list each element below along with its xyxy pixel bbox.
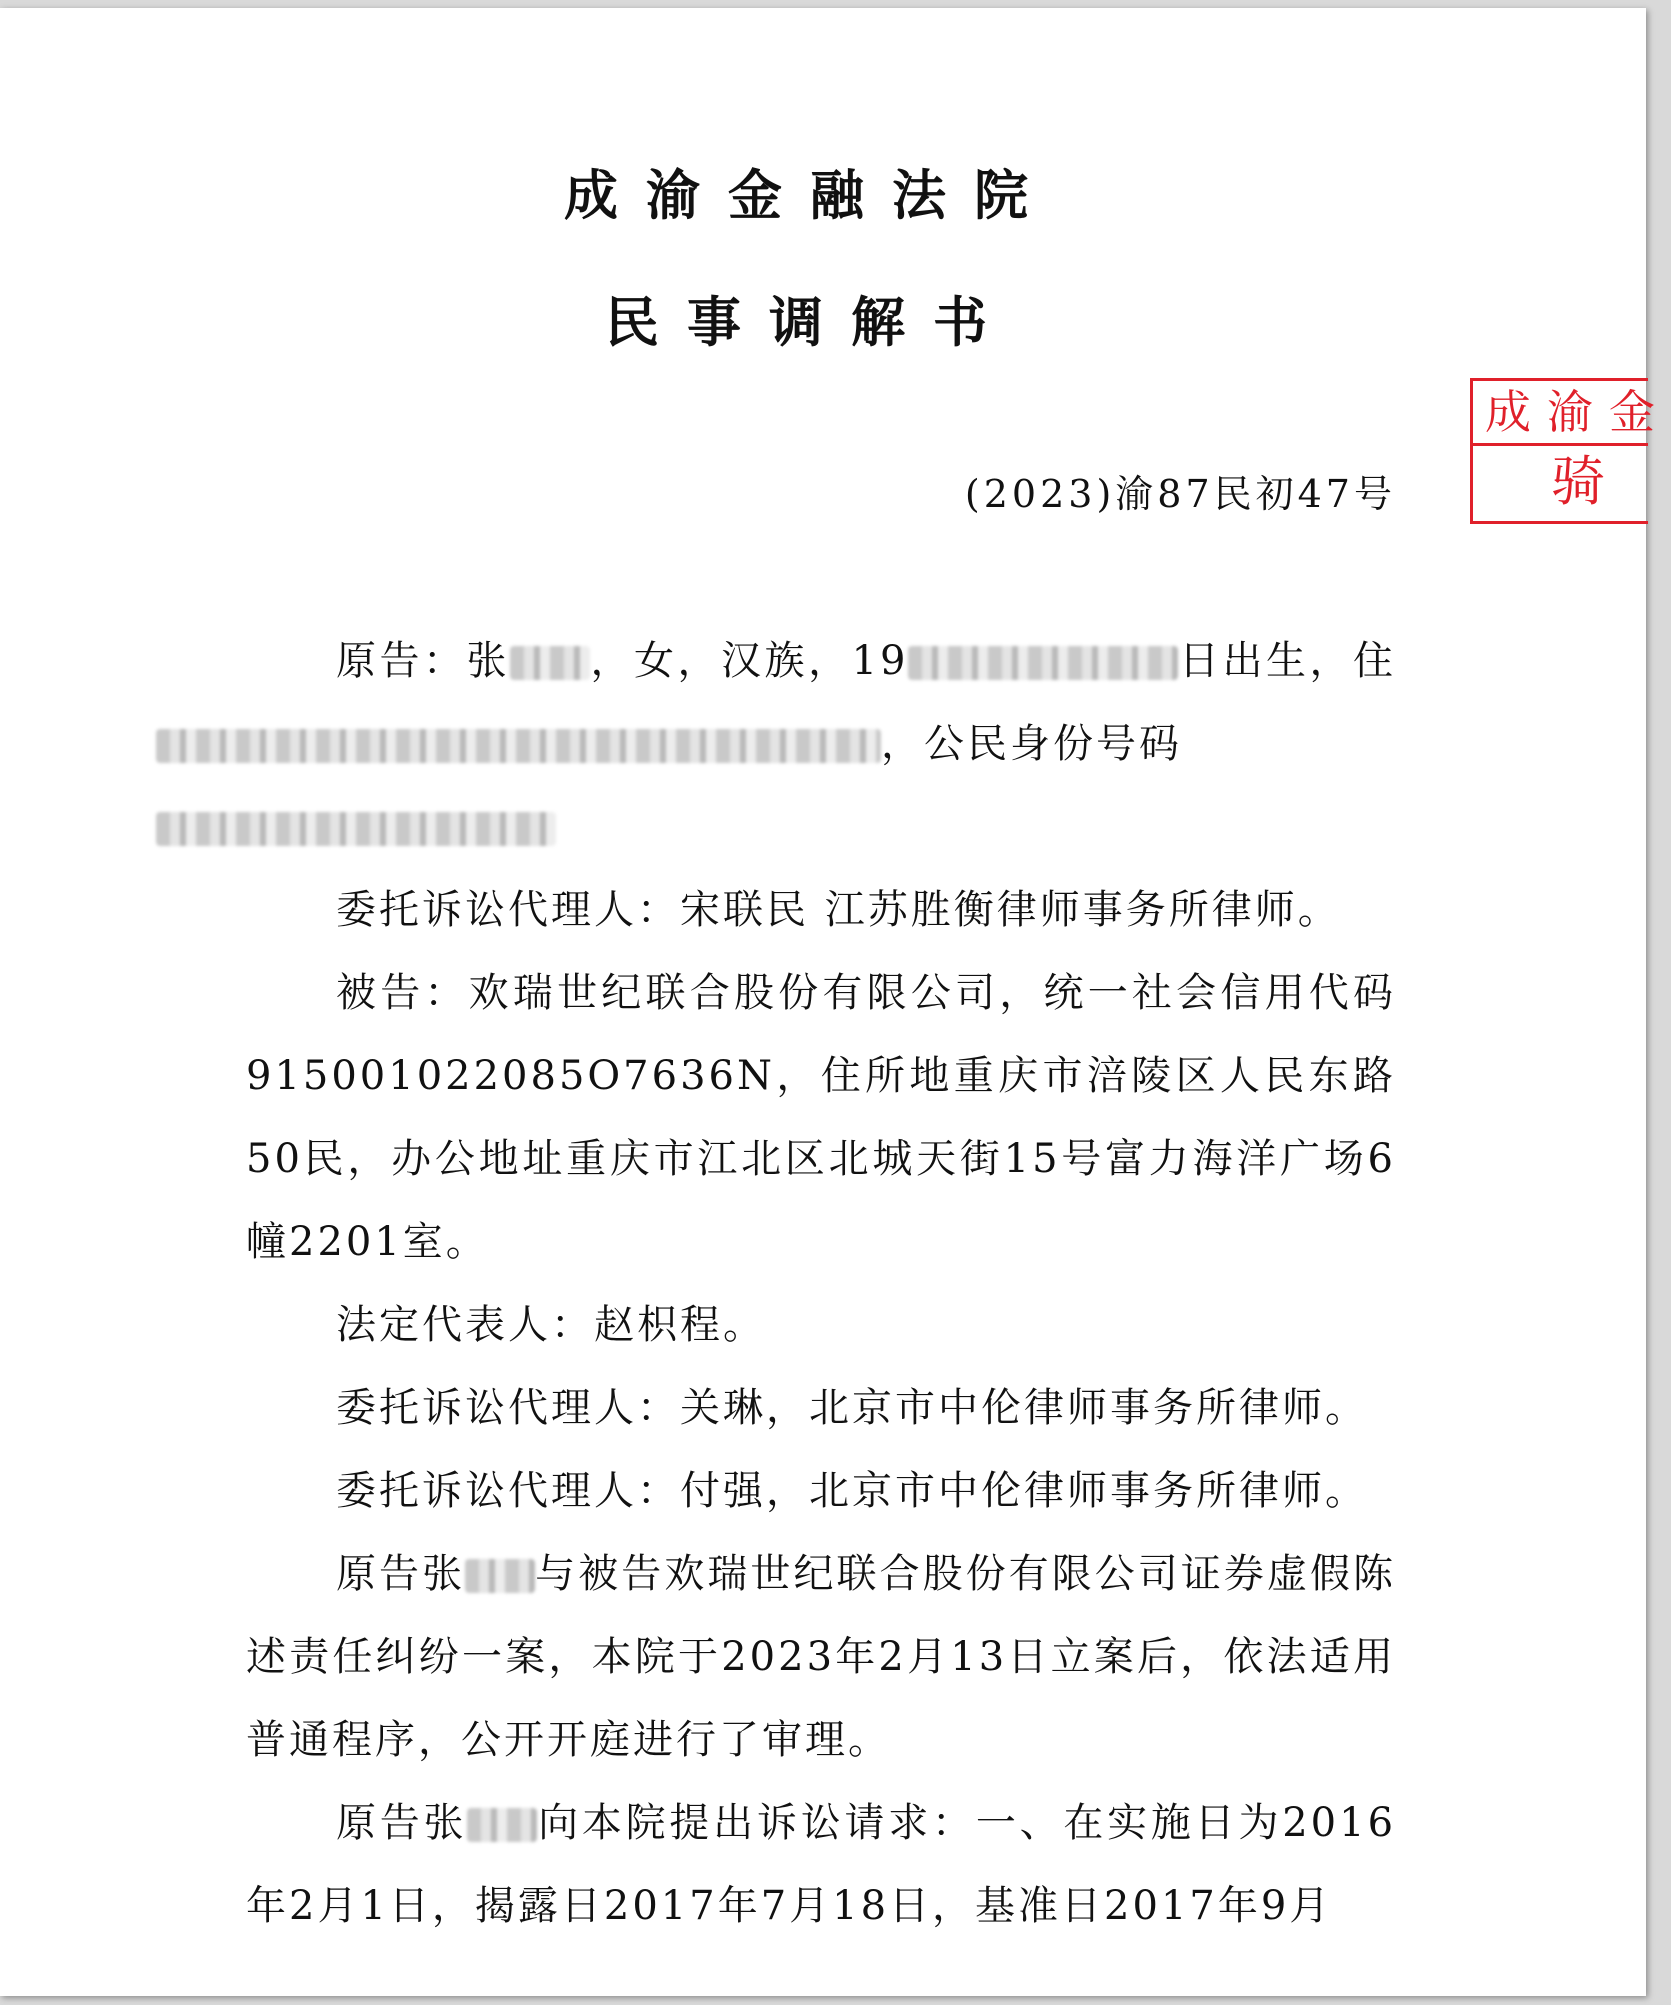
plaintiff-agent-paragraph: 委托诉讼代理人：宋联民 江苏胜衡律师事务所律师。 (336, 887, 1341, 933)
redacted-id-number (156, 812, 556, 846)
redacted-name (465, 1559, 535, 1593)
claims-rest: 向本院提出诉讼请求：一、在实施日为2016年2月1日，揭露日2017年7月18日，基准日2017年9月 (246, 1800, 1397, 1929)
plaintiff-id-label: ，公民身份号码 (881, 721, 1182, 767)
case-intro-rest: 与被告欢瑞世纪联合股份有限公司证券虚假陈述责任纠纷一案，本院于2023年2月13日立案后，依法适用普通程序，公开开庭进行了审理。 (246, 1551, 1397, 1763)
document-type-title: 民事调解书 (605, 291, 1015, 354)
seal-bottom-text: 骑 (1551, 450, 1605, 513)
seal-top-text: 成渝金 (1473, 381, 1648, 446)
case-number: (2023)渝87民初47号 (964, 472, 1396, 516)
plaintiff-paragraph (246, 620, 1396, 869)
case-intro-paragraph (246, 1533, 1396, 1782)
document-body (246, 620, 1396, 1948)
defendant-paragraph: 被告：欢瑞世纪联合股份有限公司，统一社会信用代码915001022085O7636N，住所地重庆市涪陵区人民东路50民，办公地址重庆市江北区北城天街15号富力海洋广场6幢2201室。 (246, 970, 1396, 1265)
plaintiff-birth-suffix: 日出生，住 (1178, 638, 1397, 684)
case-intro-start: 原告张 (336, 1551, 466, 1597)
redacted-name (467, 1808, 537, 1842)
court-name-title: 成渝金融法院 (564, 164, 1056, 227)
defendant-agent-1-paragraph: 委托诉讼代理人：关琳，北京市中伦律师事务所律师。 (336, 1385, 1368, 1431)
straddle-seal-stamp (1470, 378, 1671, 524)
document-page (0, 8, 1671, 1996)
claims-start: 原告张 (336, 1800, 468, 1846)
redacted-address (156, 729, 881, 763)
claims-paragraph (246, 1782, 1396, 1948)
redacted-birthdate (908, 646, 1178, 680)
plaintiff-info: ，女，汉族，19 (590, 638, 909, 684)
plaintiff-label: 原告：张 (336, 638, 511, 684)
defendant-agent-2-paragraph: 委托诉讼代理人：付强，北京市中伦律师事务所律师。 (336, 1468, 1368, 1514)
legal-representative-paragraph: 法定代表人：赵枳程。 (336, 1302, 766, 1348)
redacted-name (510, 646, 590, 680)
